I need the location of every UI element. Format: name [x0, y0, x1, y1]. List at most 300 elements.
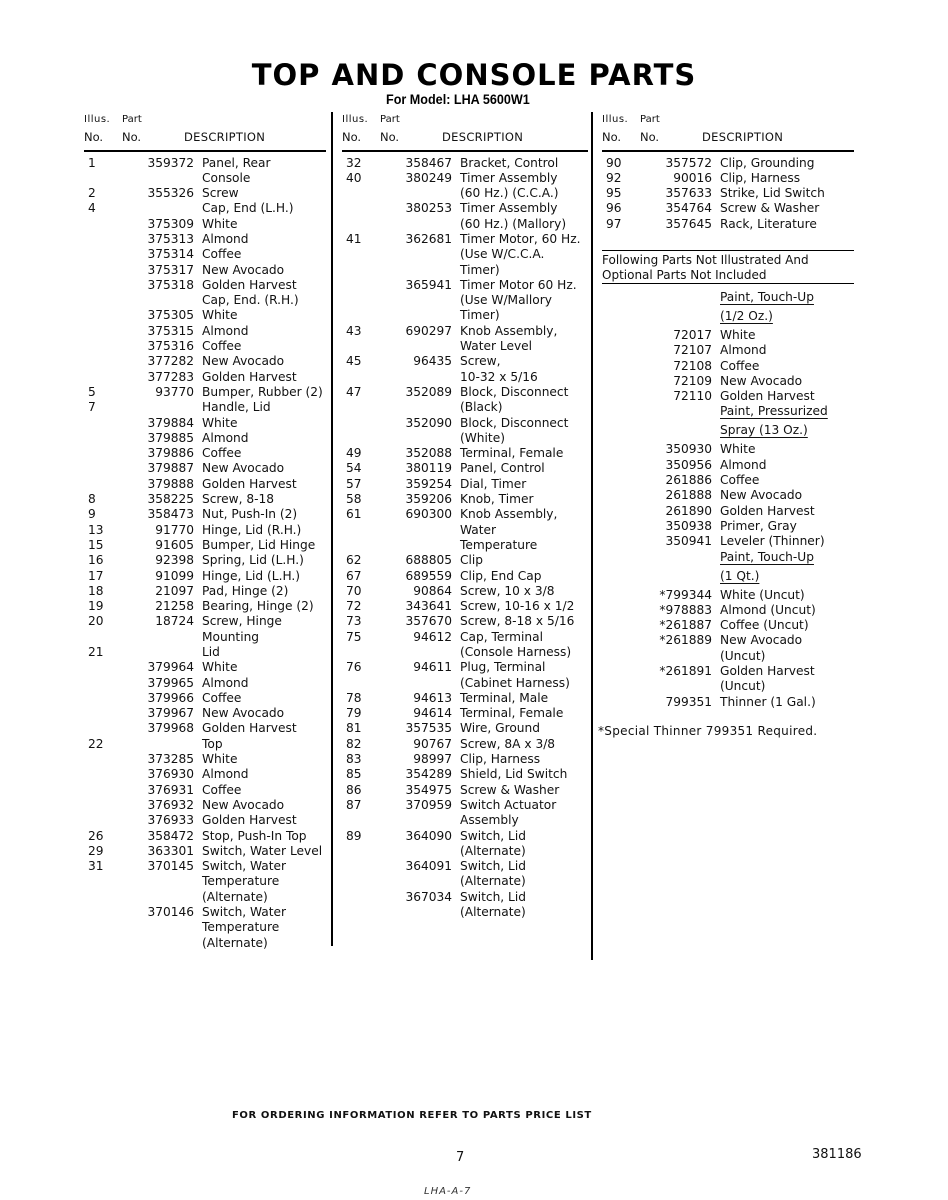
part-number: 261890 — [665, 503, 712, 518]
part-number: 90767 — [413, 736, 452, 751]
part-number: 354764 — [665, 201, 712, 216]
part-number: 18724 — [155, 614, 194, 629]
illus-number: 87 — [346, 797, 362, 812]
part-number: 376933 — [147, 813, 194, 828]
part-description: Coffee — [202, 339, 242, 354]
illus-number: 82 — [346, 736, 362, 751]
parts-row — [602, 504, 854, 519]
parts-row — [342, 767, 588, 782]
header-part-no: No. — [640, 130, 660, 144]
illus-number: 5 — [88, 384, 96, 399]
part-description: Screw, 10-16 x 1/2 — [460, 599, 575, 614]
illus-number: 54 — [346, 461, 362, 476]
part-description: White — [202, 216, 238, 231]
parts-row — [84, 767, 326, 782]
part-description: Temperature — [202, 920, 280, 935]
illus-number: 31 — [88, 859, 104, 874]
illus-number: 7 — [88, 400, 96, 415]
part-number: 350941 — [665, 534, 712, 549]
part-number: 375309 — [147, 216, 194, 231]
parts-row — [84, 844, 326, 859]
header-illus: Illus. — [84, 114, 111, 125]
part-description: Primer, Gray — [720, 518, 797, 533]
parts-row — [84, 676, 326, 691]
parts-row — [342, 523, 588, 538]
part-number: 93770 — [155, 384, 194, 399]
parts-row — [342, 737, 588, 752]
parts-row — [84, 614, 326, 629]
part-description: Mounting — [202, 629, 260, 644]
part-description: New Avocado — [720, 633, 803, 648]
part-number: 370959 — [405, 797, 452, 812]
part-description: Almond — [202, 231, 249, 246]
part-description: Block, Disconnect — [460, 415, 569, 430]
part-description: Hinge, Lid (R.H.) — [202, 522, 302, 537]
parts-row — [602, 569, 854, 588]
parts-list — [84, 156, 326, 951]
part-description: Screw — [202, 186, 239, 201]
part-number: 379884 — [147, 415, 194, 430]
part-description: Pad, Hinge (2) — [202, 583, 289, 598]
part-description: Shield, Lid Switch — [460, 767, 568, 782]
part-description: Timer) — [460, 308, 500, 323]
parts-list — [602, 156, 854, 232]
parts-row — [342, 721, 588, 736]
parts-row — [84, 278, 326, 293]
parts-row — [342, 569, 588, 584]
part-description: Rack, Literature — [720, 216, 817, 231]
part-description: Temperature — [202, 874, 280, 889]
part-number: 690300 — [405, 507, 452, 522]
illus-number: 20 — [88, 614, 104, 629]
parts-row — [84, 936, 326, 951]
part-number: 357645 — [665, 216, 712, 231]
parts-row — [602, 550, 854, 569]
part-description: Almond — [202, 323, 249, 338]
illus-number: 21 — [88, 645, 104, 659]
header-illus-no: No. — [342, 130, 362, 144]
part-description: Terminal, Female — [460, 446, 564, 461]
part-description: Strike, Lid Switch — [720, 186, 825, 201]
part-description: New Avocado — [202, 461, 285, 476]
parts-row — [602, 664, 854, 679]
parts-row — [84, 416, 326, 431]
part-number: 94614 — [413, 706, 452, 721]
part-description: Dial, Timer — [460, 476, 527, 491]
optional-parts-list — [602, 290, 854, 710]
part-description: Spray (13 Oz.) — [720, 423, 808, 438]
part-description: Hinge, Lid (L.H.) — [202, 568, 301, 583]
part-description: (Alternate) — [460, 905, 526, 920]
header-description: DESCRIPTION — [702, 130, 784, 144]
parts-row — [84, 553, 326, 568]
part-number: 799351 — [665, 694, 712, 709]
parts-row — [602, 343, 854, 358]
illus-number: 61 — [346, 507, 362, 522]
parts-row — [342, 354, 588, 369]
part-description: Paint, Touch-Up — [720, 289, 814, 304]
parts-row — [342, 599, 588, 614]
part-number: 358473 — [147, 507, 194, 522]
part-description: Knob Assembly, — [460, 507, 558, 522]
parts-row — [84, 890, 326, 905]
parts-row — [602, 458, 854, 473]
part-description: Golden Harvest — [720, 664, 815, 679]
parts-row — [602, 186, 854, 201]
parts-row — [84, 783, 326, 798]
part-number: 376932 — [147, 797, 194, 812]
parts-row — [84, 905, 326, 920]
parts-row — [602, 695, 854, 710]
part-number: *261889 — [659, 633, 712, 648]
parts-row — [602, 389, 854, 404]
model-subtitle: For Model: LHA 5600W1 — [386, 91, 530, 107]
parts-row — [602, 404, 854, 423]
parts-row — [602, 309, 854, 328]
part-number: 352090 — [405, 415, 452, 430]
illus-number: 58 — [346, 492, 362, 507]
parts-row — [342, 308, 588, 323]
header-illus-no: No. — [84, 130, 104, 144]
parts-row — [342, 676, 588, 691]
part-number: 375314 — [147, 247, 194, 262]
parts-column-1 — [84, 112, 326, 951]
illus-number: 57 — [346, 476, 362, 491]
parts-row — [84, 706, 326, 721]
parts-row — [342, 385, 588, 400]
parts-row — [84, 400, 326, 415]
part-description: Clip, Grounding — [720, 155, 815, 170]
part-description: Almond — [720, 343, 767, 358]
part-description: (60 Hz.) (Mallory) — [460, 216, 567, 231]
column-divider — [331, 112, 333, 946]
parts-row — [342, 859, 588, 874]
parts-row — [84, 370, 326, 385]
parts-row — [342, 370, 588, 385]
part-description: Coffee — [202, 690, 242, 705]
part-number: 96435 — [413, 354, 452, 369]
illus-number: 15 — [88, 537, 104, 552]
parts-list — [342, 156, 588, 921]
column-divider — [591, 112, 593, 960]
header-part-no: No. — [122, 130, 142, 144]
illus-number: 19 — [88, 599, 104, 614]
parts-row — [84, 201, 326, 216]
part-description: Coffee — [202, 446, 242, 461]
parts-row — [342, 813, 588, 828]
parts-row — [84, 920, 326, 935]
part-number: 91605 — [155, 537, 194, 552]
illus-number: 72 — [346, 599, 362, 614]
part-description: New Avocado — [720, 488, 803, 503]
parts-row — [342, 890, 588, 905]
part-description: Golden Harvest — [202, 369, 297, 384]
part-description: Bumper, Rubber (2) — [202, 384, 323, 399]
parts-row — [84, 584, 326, 599]
illus-number: 73 — [346, 614, 362, 629]
parts-row — [84, 569, 326, 584]
part-number: 379887 — [147, 461, 194, 476]
part-description: Thinner (1 Gal.) — [720, 694, 816, 709]
header-illus-no: No. — [602, 130, 622, 144]
parts-row — [342, 324, 588, 339]
part-number: 376930 — [147, 767, 194, 782]
part-description: Spring, Lid (L.H.) — [202, 553, 304, 568]
part-number: 90016 — [673, 170, 712, 185]
part-number: 72108 — [673, 358, 712, 373]
illus-number: 49 — [346, 446, 362, 461]
header-rule — [84, 150, 326, 152]
parts-row — [342, 492, 588, 507]
part-description: Wire, Ground — [460, 721, 540, 736]
part-number: 94611 — [413, 660, 452, 675]
parts-column-2 — [342, 112, 588, 920]
part-number: 261886 — [665, 473, 712, 488]
parts-row — [342, 247, 588, 262]
part-description: Screw, Hinge — [202, 614, 282, 629]
part-description: (Alternate) — [202, 889, 268, 904]
part-number: 357535 — [405, 721, 452, 736]
part-number: 688805 — [405, 553, 452, 568]
part-description: White — [202, 415, 238, 430]
part-number: 350930 — [665, 442, 712, 457]
part-number: 72110 — [673, 389, 712, 404]
part-number: 690297 — [405, 323, 452, 338]
part-description: (Cabinet Harness) — [460, 675, 570, 690]
part-description: Coffee — [720, 473, 760, 488]
parts-row — [84, 431, 326, 446]
part-description: Coffee — [202, 247, 242, 262]
part-description: Water — [460, 522, 497, 537]
part-description: Almond — [720, 457, 767, 472]
part-number: 92398 — [155, 553, 194, 568]
part-description: Timer) — [460, 262, 500, 277]
parts-row — [84, 354, 326, 369]
part-description: White — [202, 660, 238, 675]
column-header — [602, 112, 854, 150]
part-number: 94612 — [413, 629, 452, 644]
parts-row — [84, 874, 326, 889]
part-number: 364090 — [405, 828, 452, 843]
parts-row — [342, 844, 588, 859]
part-number: 379965 — [147, 675, 194, 690]
parts-row — [342, 706, 588, 721]
parts-row — [602, 423, 854, 442]
parts-row — [602, 290, 854, 309]
part-number: 358225 — [147, 492, 194, 507]
illus-number: 13 — [88, 522, 104, 537]
part-description: Temperature — [460, 537, 538, 552]
part-number: 375313 — [147, 231, 194, 246]
illus-number: 97 — [606, 216, 622, 231]
part-description: Coffee — [720, 358, 760, 373]
parts-row — [342, 798, 588, 813]
ordering-info: FOR ORDERING INFORMATION REFER TO PARTS PRICE LIST — [232, 1110, 592, 1121]
parts-row — [602, 473, 854, 488]
part-description: Coffee — [202, 782, 242, 797]
part-description: Screw, 8-18 — [202, 492, 275, 507]
parts-row — [342, 156, 588, 171]
parts-row — [84, 507, 326, 522]
part-description: Golden Harvest — [202, 277, 297, 292]
illus-number: 18 — [88, 583, 104, 598]
parts-row — [602, 359, 854, 374]
parts-row — [84, 538, 326, 553]
part-description: Almond — [202, 430, 249, 445]
illus-number: 95 — [606, 186, 622, 201]
part-number: 376931 — [147, 782, 194, 797]
illus-number: 41 — [346, 231, 362, 246]
illus-number: 85 — [346, 767, 362, 782]
parts-row — [84, 461, 326, 476]
illus-number: 81 — [346, 721, 362, 736]
part-description: Golden Harvest — [720, 389, 815, 404]
part-number: 380253 — [405, 201, 452, 216]
parts-row — [342, 293, 588, 308]
part-number: 377283 — [147, 369, 194, 384]
parts-row — [84, 232, 326, 247]
part-description: Cap, End (L.H.) — [202, 201, 294, 216]
part-number: 370146 — [147, 905, 194, 920]
part-description: Knob Assembly, — [460, 323, 558, 338]
parts-row — [342, 201, 588, 216]
part-number: 379886 — [147, 446, 194, 461]
parts-row — [84, 217, 326, 232]
part-description: Timer Motor, 60 Hz. — [460, 231, 581, 246]
header-rule — [602, 150, 854, 152]
part-number: *261887 — [659, 618, 712, 633]
illus-number: 83 — [346, 752, 362, 767]
part-description: (1/2 Oz.) — [720, 308, 773, 323]
part-description: New Avocado — [202, 262, 285, 277]
part-description: Timer Assembly — [460, 201, 558, 216]
part-description: Panel, Rear — [202, 155, 271, 170]
illus-number: 16 — [88, 553, 104, 568]
illus-number: 76 — [346, 660, 362, 675]
header-illus: Illus. — [342, 114, 369, 125]
part-number: 72017 — [673, 327, 712, 342]
part-number: 357670 — [405, 614, 452, 629]
parts-row — [342, 874, 588, 889]
parts-row — [342, 553, 588, 568]
illus-number: 86 — [346, 782, 362, 797]
part-number: 380249 — [405, 170, 452, 185]
part-description: (Alternate) — [460, 874, 526, 889]
page-number: 7 — [456, 1150, 465, 1165]
parts-row — [84, 171, 326, 186]
part-number: 354975 — [405, 782, 452, 797]
part-number: 357633 — [665, 186, 712, 201]
part-description: Almond — [202, 767, 249, 782]
part-description: Top — [202, 736, 223, 751]
parts-row — [84, 691, 326, 706]
parts-row — [602, 201, 854, 216]
parts-row — [84, 599, 326, 614]
header-part: Part — [380, 114, 400, 125]
parts-row — [602, 217, 854, 232]
part-description: Switch, Lid — [460, 889, 526, 904]
parts-row — [342, 905, 588, 920]
part-description: Terminal, Female — [460, 706, 564, 721]
part-number: 261888 — [665, 488, 712, 503]
illus-number: 92 — [606, 170, 622, 185]
part-number: 359206 — [405, 492, 452, 507]
parts-row — [342, 630, 588, 645]
parts-row — [342, 752, 588, 767]
column-header — [84, 112, 326, 150]
part-number: *978883 — [659, 602, 712, 617]
parts-row — [84, 247, 326, 262]
part-description: Screw, 8A x 3/8 — [460, 736, 556, 751]
part-number: 359372 — [147, 155, 194, 170]
part-number: 350938 — [665, 518, 712, 533]
part-description: Screw, — [460, 354, 501, 369]
note-bottom-rule — [602, 283, 854, 284]
parts-row — [342, 431, 588, 446]
part-description: (60 Hz.) (C.C.A.) — [460, 186, 559, 201]
part-description: (Console Harness) — [460, 645, 572, 659]
part-number: 375316 — [147, 339, 194, 354]
part-number: 379967 — [147, 706, 194, 721]
part-description: (Use W/C.C.A. — [460, 247, 545, 262]
part-description: Golden Harvest — [720, 503, 815, 518]
illus-number: 9 — [88, 507, 96, 522]
parts-row — [602, 534, 854, 549]
parts-row — [602, 328, 854, 343]
part-description: Lid — [202, 645, 220, 659]
part-description: New Avocado — [720, 373, 803, 388]
part-number: 379888 — [147, 476, 194, 491]
part-description: Golden Harvest — [202, 476, 297, 491]
part-number: 365941 — [405, 277, 452, 292]
parts-row — [84, 156, 326, 171]
illus-number: 1 — [88, 155, 96, 170]
parts-row — [84, 523, 326, 538]
part-number: 359254 — [405, 476, 452, 491]
part-description: Block, Disconnect — [460, 384, 569, 399]
parts-row — [602, 679, 854, 694]
parts-row — [84, 339, 326, 354]
part-number: 91099 — [155, 568, 194, 583]
part-number: 375317 — [147, 262, 194, 277]
parts-row — [342, 339, 588, 354]
part-description: Switch, Water Level — [202, 843, 323, 858]
parts-row — [84, 721, 326, 736]
parts-row — [342, 477, 588, 492]
part-number: 90864 — [413, 583, 452, 598]
part-number: 98997 — [413, 752, 452, 767]
illus-number: 89 — [346, 828, 362, 843]
illus-number: 26 — [88, 828, 104, 843]
part-description: Clip, End Cap — [460, 568, 542, 583]
header-description: DESCRIPTION — [184, 130, 266, 144]
illus-number: 62 — [346, 553, 362, 568]
part-number: 375305 — [147, 308, 194, 323]
parts-row — [84, 630, 326, 645]
parts-row — [342, 584, 588, 599]
part-number: 358472 — [147, 828, 194, 843]
illus-number: 8 — [88, 492, 96, 507]
part-description: New Avocado — [202, 797, 285, 812]
parts-row — [602, 603, 854, 618]
part-description: Golden Harvest — [202, 813, 297, 828]
part-description: Screw & Washer — [720, 201, 820, 216]
part-number: *261891 — [659, 664, 712, 679]
part-description: (1 Qt.) — [720, 568, 760, 583]
illus-number: 2 — [88, 186, 96, 201]
parts-row — [342, 461, 588, 476]
part-description: Terminal, Male — [460, 690, 549, 705]
